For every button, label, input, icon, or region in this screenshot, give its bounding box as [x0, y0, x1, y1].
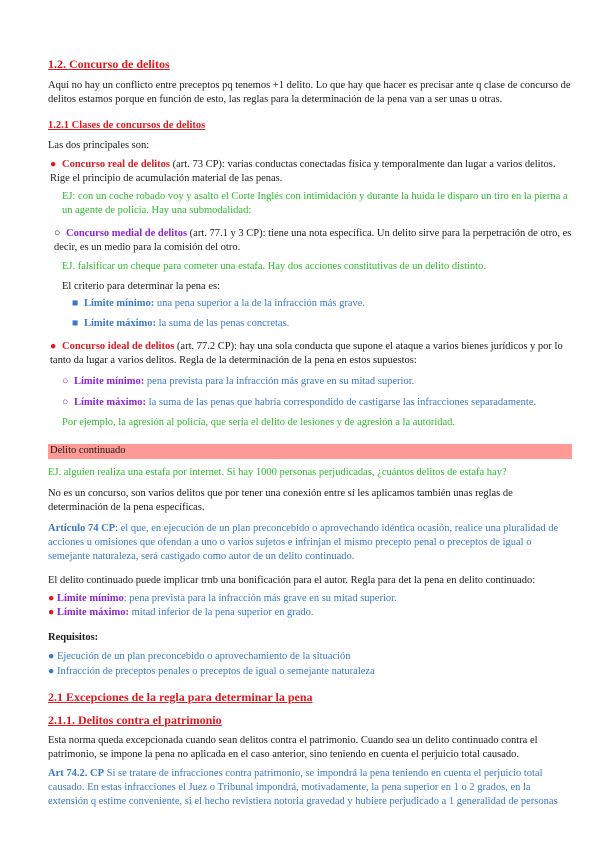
- example-concurso-real: EJ: con un coche robado voy y asalto el Corte Inglés con intimidación y durante la huida le disparo un tiro en la pierna a un agente de policía. Hay una submodalidad:: [62, 191, 568, 216]
- limite-maximo-label: Límite máximo:: [56, 607, 129, 618]
- requisito-1: ● Ejecución de un plan preconcebido o aprovechamiento de la situación: [48, 651, 351, 662]
- articulo-74-label: Artículo 74 CP: [48, 523, 116, 534]
- section-heading-2-1: 2.1 Excepciones de la regla para determinar la pena: [48, 690, 313, 704]
- hollow-bullet-icon: ○: [62, 397, 69, 408]
- patrimonio-paragraph: Esta norma queda excepcionada cuando sean delitos contra el patrimonio. Cuando sea un delito continuado contra el patrimonio, se impone la pena no aplicada en el caso anterior, sino teniendo en cuenta el perjuicio total causado.: [48, 735, 538, 760]
- bullet-icon: ●: [50, 159, 57, 170]
- requisitos-heading: Requisitos:: [48, 632, 99, 643]
- continuado-limite-maximo: [48, 606, 572, 620]
- limite-maximo-text: mitad inferior de la pena superior en grado.: [129, 607, 314, 618]
- limite-minimo-text: una pena superior a la de la infracción más grave.: [154, 298, 366, 309]
- subsection-heading-1-2-1: 1.2.1 Clases de concursos de delitos: [48, 120, 206, 131]
- requisito-2: ● Infracción de preceptos penales o preceptos de igual o semejante naturaleza: [48, 666, 375, 677]
- lead-paragraph: Las dos principales son:: [48, 140, 150, 151]
- articulo-74-2-text: Si se tratare de infracciones contra patrimonio, se impondrá la pena teniendo en cuenta el perjuicio total causado. En estas infracciones el Juez o Tribunal impondrá, motivadamente, la pena superior en 1 o 2 grados, en la extensión q estime conveniente, si el hecho revistiera notoria gravedad y hubiere perjudicado a 1 generalidad de personas: [48, 768, 558, 807]
- limite-maximo-label: Límite máximo:: [74, 397, 147, 408]
- limite-minimo-text: pena prevista para la infracción más grave en su mitad superior.: [144, 376, 415, 387]
- articulo-74-2-paragraph: [48, 767, 572, 809]
- intro-paragraph: Aquí no hay un conflicto entre preceptos pq tenemos +1 delito. Lo que hay que hacer es precisar ante q clase de concurso de delitos estamos porque en función de esto, las reglas para la determinación de la pena van a ser unas u otras.: [48, 80, 571, 105]
- example-concurso-ideal: Por ejemplo, la agresión al policía, que sería el delito de lesiones y de agresión a la autoridad.: [62, 417, 456, 428]
- ideal-limite-maximo: [62, 396, 572, 410]
- example-concurso-medial: EJ. falsificar un cheque para cometer una estafa. Hay dos acciones constitutivas de un delito distinto.: [62, 261, 486, 272]
- bullet-icon: ●: [50, 341, 57, 352]
- limite-minimo-label: Límite mínimo:: [84, 298, 155, 309]
- concurso-medial-text: (art. 77.1 y 3 CP): tiene una nota específica. Un delito sirve para la perpetración de otro, es decir, es un medio para la comisión del otro.: [54, 228, 572, 253]
- concurso-real-text: (art. 73 CP): varias conductas conectadas física y temporalmente dan lugar a varios delitos. Rige el principio de acumulación material de las penas.: [50, 159, 556, 184]
- limite-minimo-text: : pena prevista para la infracción más grave en su mitad superior.: [123, 593, 397, 604]
- continuado-paragraph-1: No es un concurso, son varios delitos que por tener una conexión entre sí les aplicamos también unas reglas de determinación de la pena específicas.: [48, 488, 513, 513]
- ideal-limite-minimo: [62, 375, 572, 389]
- medial-limite-minimo: [72, 297, 572, 311]
- list-item-concurso-real: [50, 158, 572, 186]
- criterio-text: El criterio para determinar la pena es:: [62, 281, 221, 292]
- square-bullet-icon: ■: [72, 318, 79, 329]
- term-concurso-ideal: Concurso ideal de delitos: [62, 341, 175, 352]
- example-delito-continuado: EJ. alguien realiza una estafa por internet. Si hay 1000 personas perjudicadas, ¿cuántos delitos de estafa hay?: [48, 467, 507, 478]
- limite-maximo-text: la suma de las penas concretas.: [156, 318, 290, 329]
- concurso-ideal-text: (art. 77.2 CP): hay una sola conducta que supone el ataque a varios bienes jurídicos y por lo tanto da lugar a varios delitos. Regla de la determinación de la pena en estos supuestos:: [50, 341, 563, 366]
- limite-minimo-label: Límite mínimo:: [74, 376, 145, 387]
- square-bullet-icon: ■: [72, 298, 79, 309]
- articulo-74-text: : el que, en ejecución de un plan preconcebido o aprovechando idéntica ocasión, realice una pluralidad de acciones u omisiones que ofendan a uno o varios sujetos e infrinjan el mismo precepto penal o preceptos de igual o semejante naturaleza, será castigado como autor de un delito continuado.: [48, 523, 559, 562]
- bullet-icon: ●: [48, 593, 55, 604]
- term-concurso-real: Concurso real de delitos: [62, 159, 171, 170]
- hollow-bullet-icon: ○: [62, 376, 69, 387]
- subsection-heading-2-1-1: 2.1.1. Delitos contra el patrimonio: [48, 713, 222, 727]
- limite-maximo-label: Límite máximo:: [84, 318, 157, 329]
- continuado-paragraph-2: El delito continuado puede implicar trnb una bonificación para el autor. Regla para det la pena en delito continuado:: [48, 575, 536, 586]
- articulo-74-paragraph: [48, 522, 572, 564]
- hollow-bullet-icon: ○: [54, 228, 61, 239]
- limite-minimo-label: Límite mínimo: [56, 593, 124, 604]
- continuado-limite-minimo: [48, 592, 572, 606]
- medial-limite-maximo: [72, 317, 572, 331]
- list-item-concurso-ideal: [50, 340, 572, 368]
- limite-maximo-text: la suma de las penas que habría correspondido de castigarse las infracciones separadamente.: [146, 397, 537, 408]
- list-item-concurso-medial: [54, 227, 572, 255]
- section-heading-1-2: 1.2. Concurso de delitos: [48, 57, 170, 71]
- bullet-icon: ●: [48, 607, 55, 618]
- delito-continuado-title: Delito continuado: [50, 445, 126, 456]
- term-concurso-medial: Concurso medial de delitos: [66, 228, 188, 239]
- articulo-74-2-label: Art 74.2. CP: [48, 768, 104, 779]
